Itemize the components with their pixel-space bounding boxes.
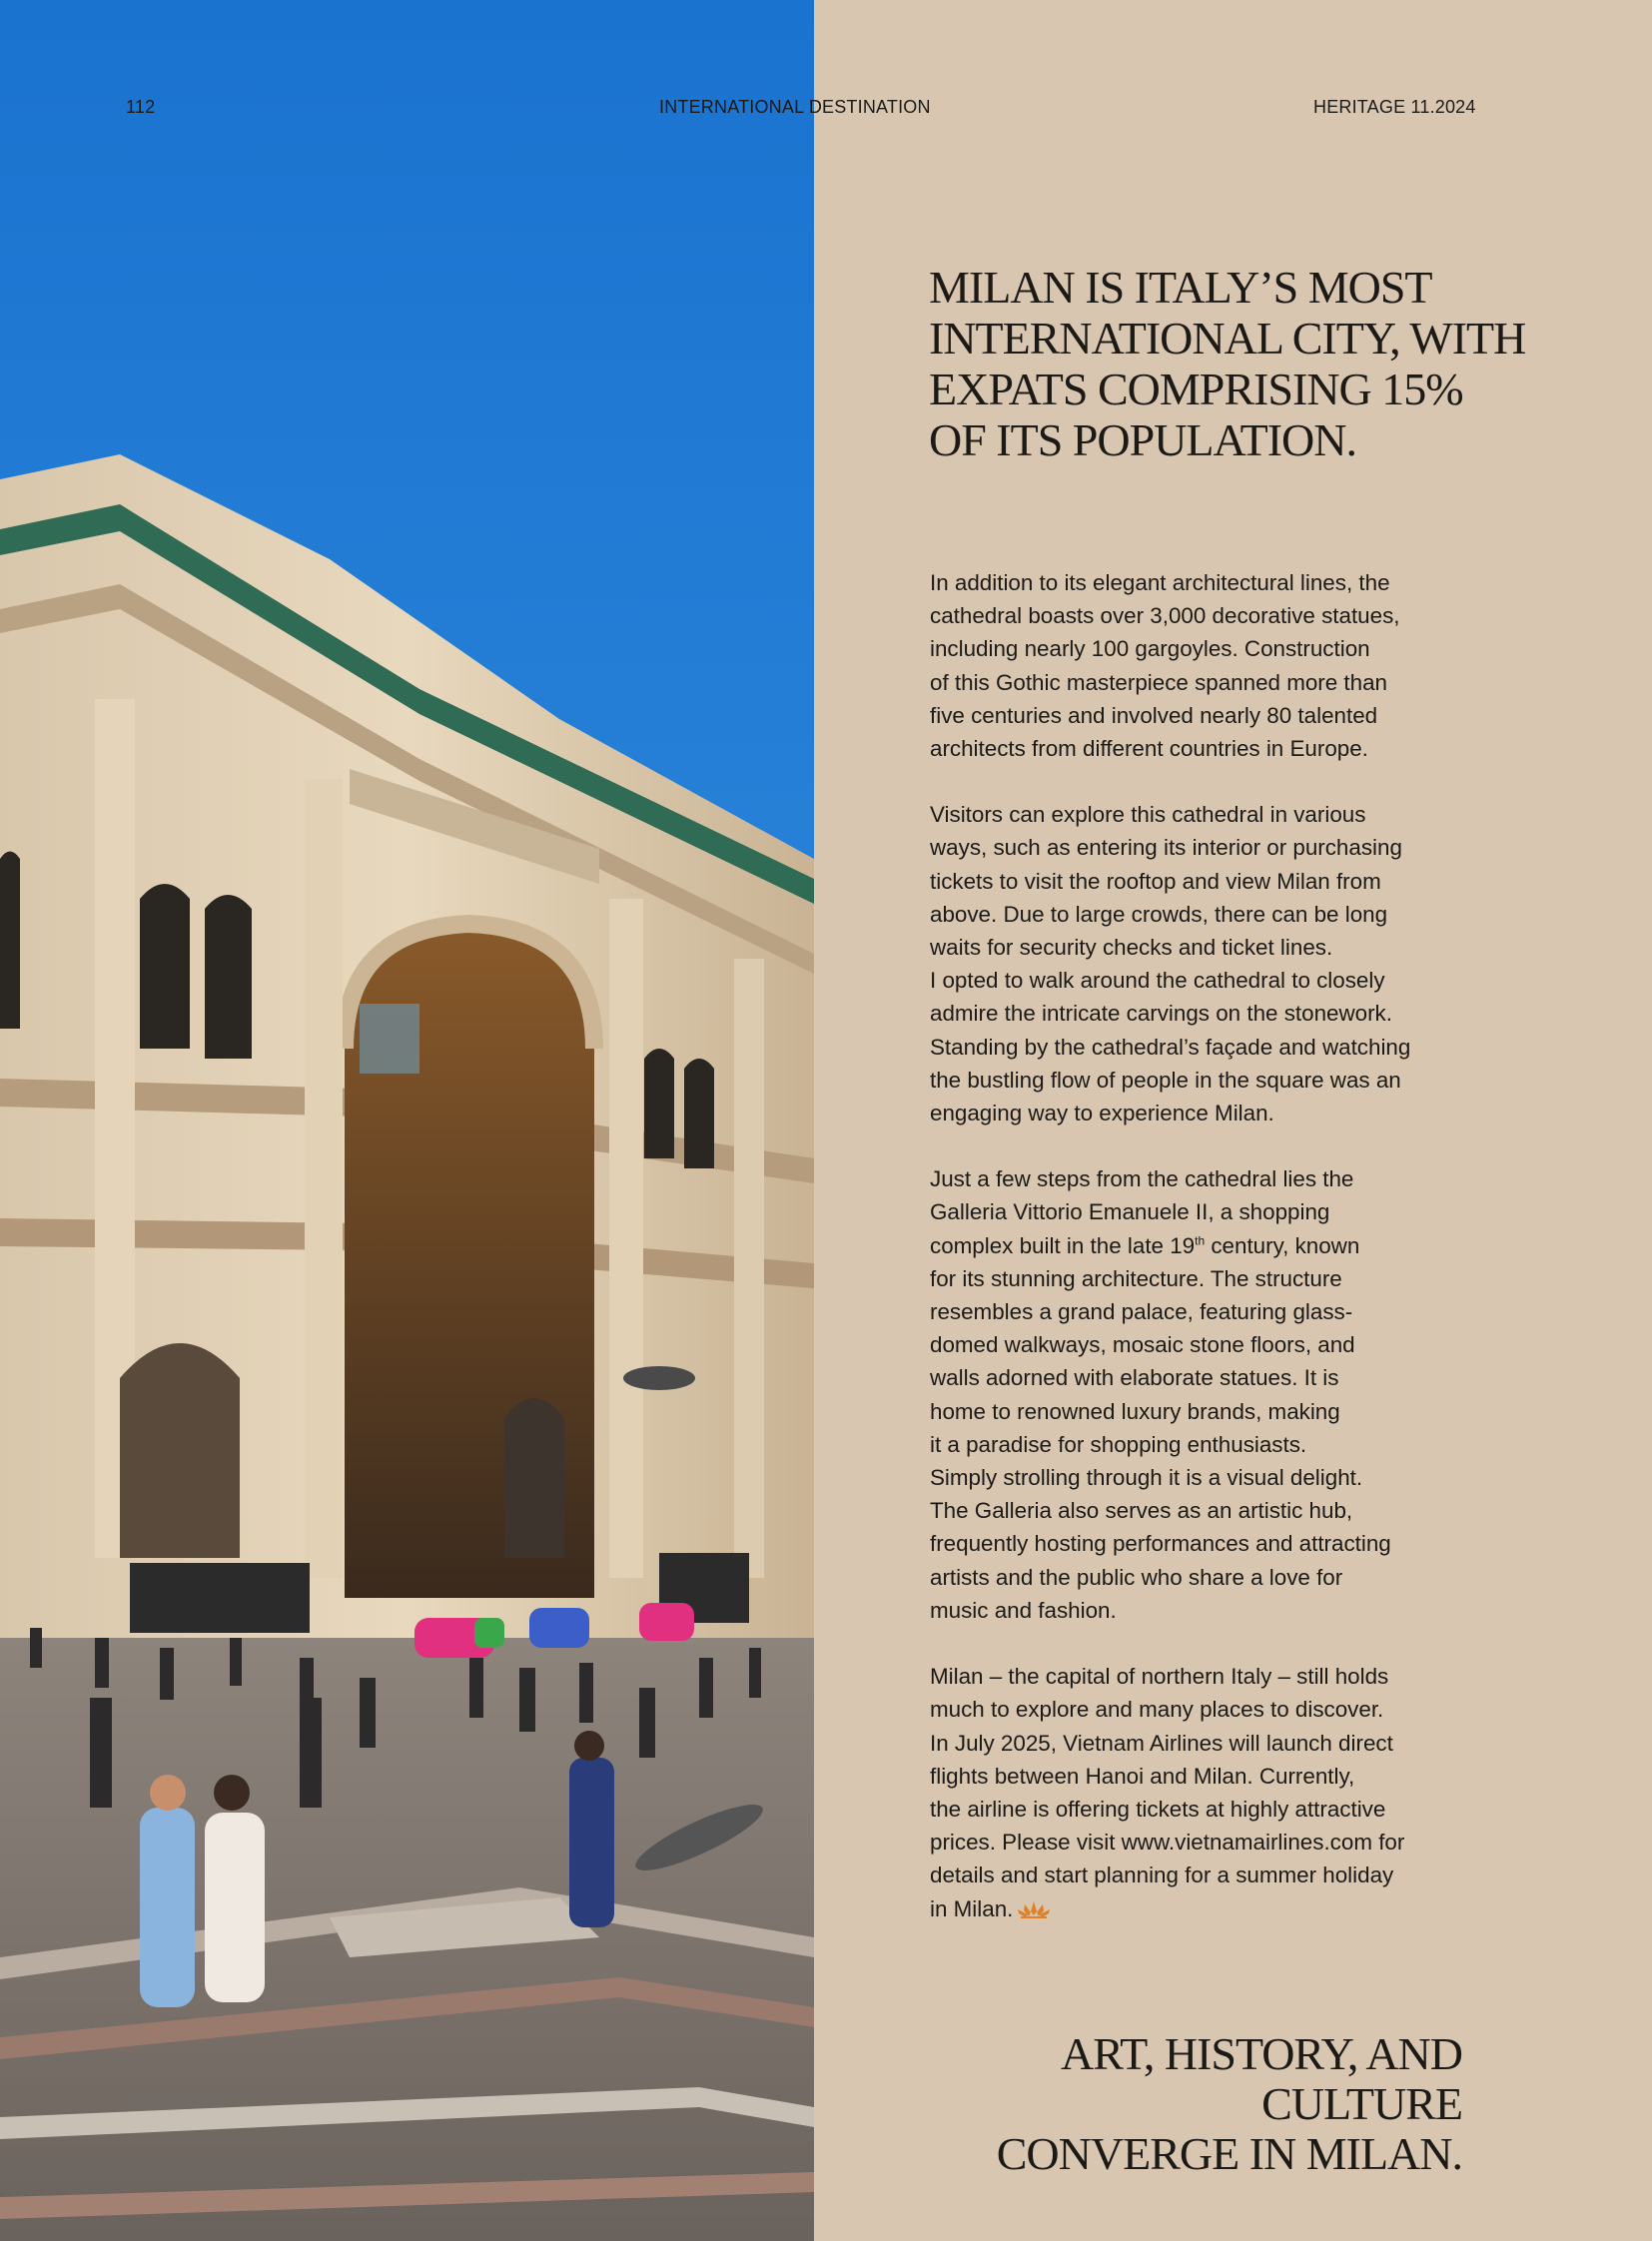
text-line: Galleria Vittorio Emanuele II, a shopping (930, 1199, 1330, 1225)
text-line: home to renowned luxury brands, making (930, 1398, 1340, 1424)
text-line: music and fashion. (930, 1597, 1117, 1623)
text-line: Standing by the cathedral’s façade and watching (930, 1034, 1411, 1060)
text-line (930, 1229, 1449, 1262)
text-line: for its stunning architecture. The structure (930, 1265, 1342, 1291)
page-number: 112 (126, 97, 156, 117)
text-line: domed walkways, mosaic stone floors, and (930, 1332, 1355, 1358)
text-fragment: century, known (1205, 1232, 1360, 1258)
pull-quote-line: OF ITS POPULATION. (929, 414, 1356, 465)
text-line: walls adorned with elaborate statues. It is (930, 1365, 1339, 1391)
text-line: frequently hosting performances and attracting (930, 1531, 1391, 1557)
text-line: engaging way to experience Milan. (930, 1101, 1274, 1126)
text-line: Just a few steps from the cathedral lies the (930, 1166, 1354, 1192)
pull-quote-line: INTERNATIONAL CITY, WITH (929, 313, 1526, 364)
text-line: prices. Please visit www.vietnamairlines.com for (930, 1830, 1405, 1856)
text-line: above. Due to large crowds, there can be long (930, 901, 1388, 927)
text-line: much to explore and many places to discover. (930, 1697, 1384, 1723)
text-line: artists and the public who share a love for (930, 1564, 1343, 1590)
text-line: In July 2025, Vietnam Airlines will launch direct (930, 1730, 1393, 1756)
text-line: the airline is offering tickets at highly attractive (930, 1796, 1386, 1822)
text-line: Visitors can explore this cathedral in various (930, 802, 1366, 828)
text-line: including nearly 100 gargoyles. Construction (930, 636, 1370, 662)
section-title: INTERNATIONAL DESTINATION (659, 97, 931, 117)
text-line: waits for security checks and ticket lines. (930, 935, 1333, 961)
text-line: Milan – the capital of northern Italy – still holds (930, 1664, 1389, 1690)
pull-quote-line: EXPATS COMPRISING 15% (929, 364, 1463, 414)
issue-label: HERITAGE 11.2024 (1313, 97, 1476, 117)
text-line: admire the intricate carvings on the stonework. (930, 1001, 1392, 1027)
text-line: I opted to walk around the cathedral to closely (930, 968, 1385, 994)
text-line: architects from different countries in Europe. (930, 736, 1368, 762)
paragraph (930, 798, 1449, 1129)
text-fragment: in Milan. (930, 1895, 1014, 1921)
text-line: tickets to visit the rooftop and view Milan from (930, 868, 1381, 894)
galleria-illustration (0, 0, 814, 2241)
pull-quote-line: CONVERGE IN MILAN. (996, 2128, 1462, 2179)
superscript: th (1195, 1233, 1206, 1248)
text-line: the bustling flow of people in the square was an (930, 1067, 1401, 1093)
text-line: flights between Hanoi and Milan. Currently, (930, 1763, 1355, 1789)
paragraph (930, 1660, 1449, 1925)
galleria-photo (0, 0, 814, 2241)
text-line: five centuries and involved nearly 80 talented (930, 702, 1378, 728)
text-line (930, 1892, 1449, 1925)
text-fragment: complex built in the late 19 (930, 1232, 1196, 1258)
pull-quote-line: ART, HISTORY, AND CULTURE (1061, 2028, 1462, 2129)
text-line: it a paradise for shopping enthusiasts. (930, 1431, 1307, 1457)
pull-quote-bottom (859, 2029, 1462, 2179)
text-line: cathedral boasts over 3,000 decorative statues, (930, 603, 1400, 629)
text-line: of this Gothic masterpiece spanned more than (930, 669, 1388, 695)
text-line: The Galleria also serves as an artistic hub, (930, 1498, 1353, 1524)
text-line: In addition to its elegant architectural lines, the (930, 570, 1390, 595)
article-body (930, 566, 1449, 1958)
text-line: Simply strolling through it is a visual delight. (930, 1465, 1363, 1491)
text-line: resembles a grand palace, featuring glass- (930, 1299, 1353, 1325)
text-line: details and start planning for a summer holiday (930, 1863, 1394, 1888)
lotus-icon (1017, 1899, 1051, 1919)
pull-quote-top (929, 262, 1548, 465)
paragraph (930, 1162, 1449, 1627)
paragraph (930, 566, 1449, 765)
pull-quote-line: MILAN IS ITALY’S MOST (929, 262, 1432, 313)
text-line: ways, such as entering its interior or purchasing (930, 835, 1402, 861)
